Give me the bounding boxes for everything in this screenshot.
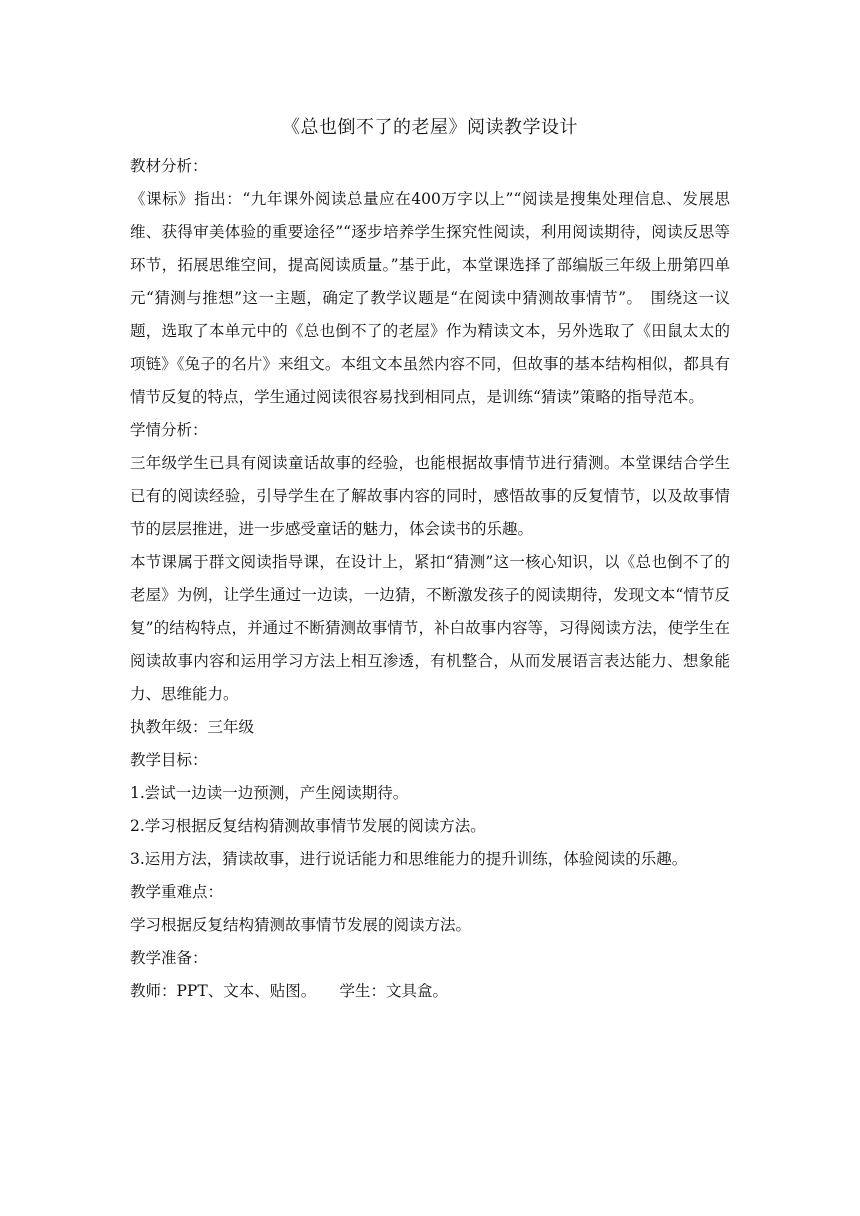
preparation-heading: 教学准备： — [130, 949, 208, 967]
teaching-grade: 执教年级：三年级 — [130, 718, 255, 736]
preparation-text: 教师：PPT、文本、贴图。 学生：文具盒。 — [130, 982, 448, 1000]
objective-item-2: 2.学习根据反复结构猜测故事情节发展的阅读方法。 — [130, 817, 486, 835]
material-analysis-heading: 教材分析： — [130, 157, 208, 175]
objectives-heading: 教学目标： — [130, 751, 208, 769]
student-analysis-paragraph-1: 三年级学生已具有阅读童话故事的经验，也能根据故事情节进行猜测。本堂课结合学生已有的阅读经验，引导学生在了解故事内容的同时，感悟故事的反复情节，以及故事情节的层层推进，进一步感受童话的魅力，体会读书的乐趣。 — [130, 454, 730, 538]
objective-item-3: 3.运用方法，猜读故事，进行说话能力和思维能力的提升训练，体验阅读的乐趣。 — [130, 850, 688, 868]
key-points-heading: 教学重难点： — [130, 883, 224, 901]
objective-item-1: 1.尝试一边读一边预测，产生阅读期待。 — [130, 784, 409, 802]
material-analysis-text: 《课标》指出：“九年课外阅读总量应在400万字以上”“阅读是搜集处理信息、发展思维、获得审美体验的重要途径”“逐步培养学生探究性阅读，利用阅读期待，阅读反思等环节，拓展思维空间，提高阅读质量。”基于此，本堂课选择了部编版三年级上册第四单元“猜测与推想”这一主题，确定了教学议题是“在阅读中猜测故事情节”。 围绕这一议题，选取了本单元中的《总也倒不了的老屋》作为精读文本，另外选取了《田鼠太太的项链》《兔子的名片》来组文。本组文本虽然内容不同，但故事的基本结构相似，都具有情节反复的特点，学生通过阅读很容易找到相同点，是训练“猜读”策略的指导范本。 — [130, 190, 730, 406]
student-analysis-paragraph-2: 本节课属于群文阅读指导课，在设计上，紧扣“猜测”这一核心知识，以《总也倒不了的老屋》为例，让学生通过一边读，一边猜，不断激发孩子的阅读期待，发现文本“情节反复”的结构特点，并通过不断猜测故事情节，补白故事内容等，习得阅读方法，使学生在阅读故事内容和运用学习方法上相互渗透，有机整合，从而发展语言表达能力、想象能力、思维能力。 — [130, 553, 730, 703]
document-page — [130, 112, 730, 1008]
document-title: 《总也倒不了的老屋》阅读教学设计 — [282, 117, 578, 138]
student-analysis-heading: 学情分析： — [130, 421, 208, 439]
key-points-text: 学习根据反复结构猜测故事情节发展的阅读方法。 — [130, 916, 472, 934]
